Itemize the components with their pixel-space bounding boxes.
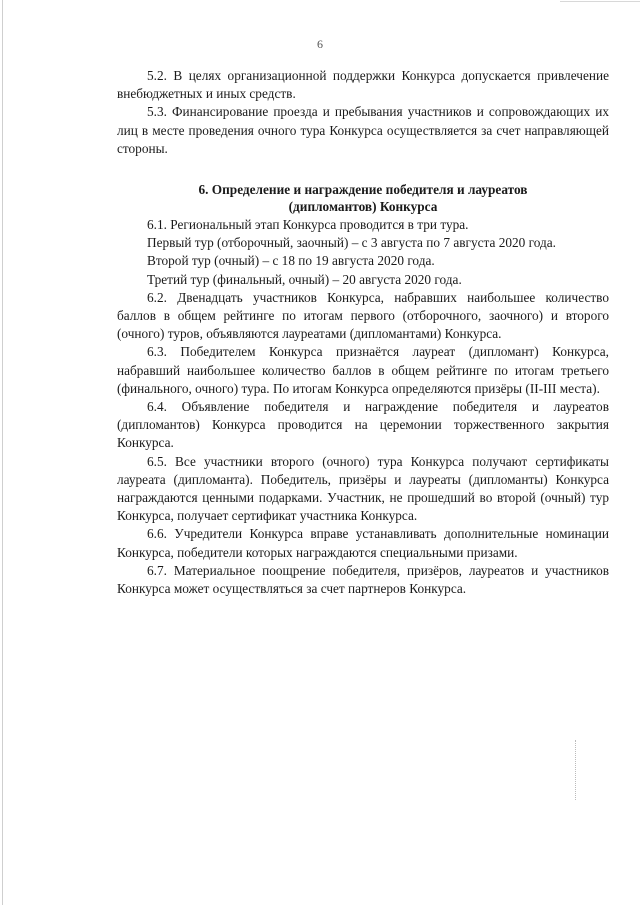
paragraph-6-5: 6.5. Все участники второго (очного) тура Конкурса получают сертификаты лауреата (дипломанта). Победитель, призёры и лауреаты (дипломанты) Конкурса награждаются ценными подарками. Участник, не прошедший во второй (очный) тур Конкурса, получает сертификат участника Конкурса. bbox=[117, 453, 609, 524]
document-body bbox=[117, 67, 609, 598]
section-title-line-1: 6. Определение и награждение победителя и лауреатов bbox=[198, 182, 528, 198]
paragraph-5-2: 5.2. В целях организационной поддержки Конкурса допускается привлечение внебюджетных и иных средств. bbox=[117, 68, 609, 102]
paragraph-6-2: 6.2. Двенадцать участников Конкурса, набравших наибольшее количество баллов в общем рейтинге по итогам первого (отборочного, заочного) и второго (очного) туров, объявляются лауреатами (дипломантами) Конкурса. bbox=[117, 289, 609, 342]
page-number: 6 bbox=[317, 37, 323, 51]
paragraph-6-1: 6.1. Региональный этап Конкурса проводится в три тура. bbox=[147, 217, 469, 233]
section-6-title bbox=[117, 181, 609, 215]
scan-artifact-mark bbox=[575, 740, 577, 800]
scan-edge-top bbox=[560, 1, 640, 2]
paragraph-6-7: 6.7. Материальное поощрение победителя, призёров, лауреатов и участников Конкурса может осуществляться за счет партнеров Конкурса. bbox=[117, 562, 609, 597]
paragraph-6-3: 6.3. Победителем Конкурса признаётся лауреат (дипломант) Конкурса, набравший наибольшее количество баллов в общем рейтинге по итогам третьего (финального, очного) тура. По итогам Конкурса определяются призёры (II-III места). bbox=[117, 344, 609, 396]
paragraph-tour-1: Первый тур (отборочный, заочный) – с 3 августа по 7 августа 2020 года. bbox=[147, 235, 557, 251]
scan-edge-left bbox=[2, 0, 3, 905]
section-title-line-2: (дипломантов) Конкурса bbox=[288, 199, 438, 215]
paragraph-6-4: 6.4. Объявление победителя и награждение победителя и лауреатов (дипломантов) Конкурса проводится на церемонии торжественного закрытия Конкурса. bbox=[117, 399, 609, 451]
paragraph-tour-3: Третий тур (финальный, очный) – 20 августа 2020 года. bbox=[147, 271, 462, 287]
paragraph-tour-2: Второй тур (очный) – с 18 по 19 августа 2020 года. bbox=[147, 253, 435, 269]
paragraph-6-6: 6.6. Учредители Конкурса вправе устанавливать дополнительные номинации Конкурса, победители которых награждаются специальными призами. bbox=[117, 526, 609, 560]
paragraph-5-3: 5.3. Финансирование проезда и пребывания участников и сопровождающих их лиц в месте проведения очного тура Конкурса осуществляется за счет направляющей стороны. bbox=[117, 104, 609, 156]
